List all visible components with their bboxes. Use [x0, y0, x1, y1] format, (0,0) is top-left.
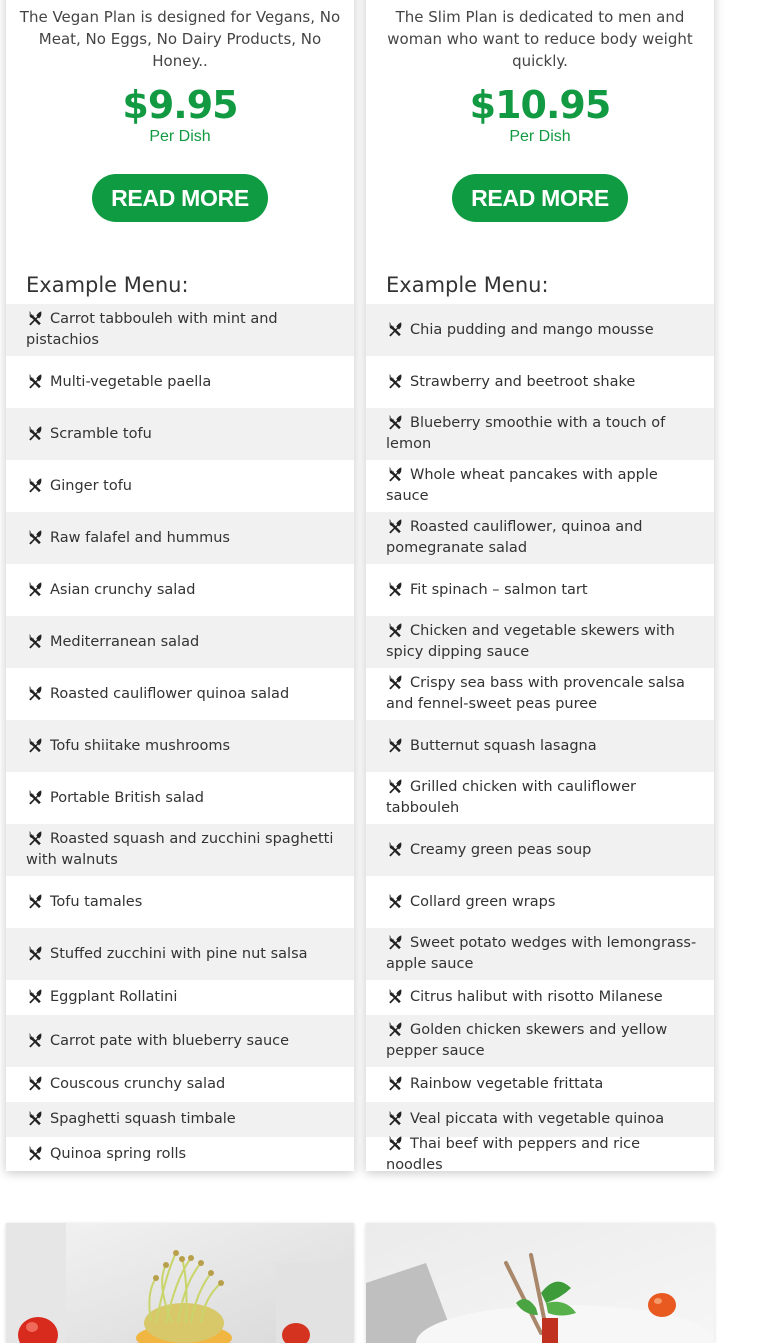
menu-item-label: Ginger tofu: [50, 477, 133, 494]
menu-item-label: Quinoa spring rolls: [50, 1146, 187, 1162]
fork-knife-icon: [386, 373, 404, 389]
menu-item-text: [386, 673, 700, 715]
menu-item-label: Eggplant Rollatini: [50, 989, 178, 1005]
menu-item-text: [386, 736, 597, 757]
menu-item-text: [386, 372, 635, 393]
menu-item-text: [386, 517, 700, 559]
menu-item-label: Creamy green peas soup: [410, 841, 592, 858]
menu-item-label: Roasted cauliflower quinoa salad: [50, 685, 290, 702]
menu-item: [6, 1067, 354, 1102]
fork-knife-icon: [26, 633, 44, 649]
menu-item: [366, 408, 714, 460]
menu-item: [366, 928, 714, 980]
menu-item-text: [26, 528, 230, 549]
per-dish-label: Per Dish: [149, 128, 211, 145]
menu-item-label: Scramble tofu: [50, 425, 152, 442]
menu-item-text: [386, 892, 555, 913]
menu-item-text: [386, 933, 700, 975]
menu-item-label: Chicken and vegetable skewers with spicy dipping sauce: [386, 623, 675, 660]
menu-item-label: Multi-vegetable paella: [50, 373, 212, 390]
plan-card-vegan: [6, 0, 354, 1171]
plan-description: The Slim Plan is dedicated to men and woman who want to reduce body weight quickly.: [387, 8, 693, 70]
menu-item-label: Crispy sea bass with provencale salsa and fennel-sweet peas puree: [386, 675, 685, 712]
read-more-button[interactable]: READ MORE: [92, 174, 268, 222]
menu-item: [6, 460, 354, 512]
menu-item-text: [26, 987, 177, 1008]
menu-item: [366, 304, 714, 356]
menu-item-label: Rainbow vegetable frittata: [410, 1076, 604, 1092]
menu-item: [366, 460, 714, 512]
menu-item: [366, 668, 714, 720]
plan-description: The Vegan Plan is designed for Vegans, No Meat, No Eggs, No Dairy Products, No Honey..: [19, 8, 341, 70]
read-more-button[interactable]: READ MORE: [452, 174, 628, 222]
slim-dish-image: [366, 1223, 714, 1343]
menu-item: [6, 616, 354, 668]
menu-item-text: [386, 1074, 603, 1095]
menu-item-text: [386, 413, 700, 455]
menu-item-text: [26, 632, 199, 653]
menu-item-label: Tofu tamales: [50, 893, 143, 910]
menu-item-label: Citrus halibut with risotto Milanese: [410, 989, 663, 1005]
slim-dish-photo: [366, 1223, 714, 1343]
menu-item: [366, 564, 714, 616]
fork-knife-icon: [26, 1145, 44, 1161]
example-menu-heading: Example Menu:: [26, 273, 189, 297]
menu-item: [366, 1015, 714, 1067]
fork-knife-icon: [26, 373, 44, 389]
menu-item-label: Butternut squash lasagna: [410, 737, 597, 754]
menu-item-label: Tofu shiitake mushrooms: [50, 737, 231, 754]
fork-knife-icon: [26, 988, 44, 1004]
fork-knife-icon: [26, 830, 44, 846]
fork-knife-icon: [26, 893, 44, 909]
menu-item: [6, 1137, 354, 1172]
menu-item-label: Thai beef with peppers and rice noodles: [386, 1135, 641, 1173]
fork-knife-icon: [386, 518, 404, 534]
fork-knife-icon: [386, 1075, 404, 1091]
menu-item-text: [386, 1020, 700, 1062]
menu-item-text: [26, 944, 308, 965]
menu-item: [366, 720, 714, 772]
menu-item-label: Carrot tabbouleh with mint and pistachios: [26, 311, 278, 348]
fork-knife-icon: [26, 310, 44, 326]
menu-item-text: [26, 829, 340, 871]
menu-item: [366, 772, 714, 824]
fork-knife-icon: [386, 778, 404, 794]
menu-item: [366, 1102, 714, 1137]
menu-item: [366, 824, 714, 876]
fork-knife-icon: [26, 945, 44, 961]
menu-item: [366, 1137, 714, 1172]
menu-item-label: Asian crunchy salad: [50, 581, 196, 598]
fork-knife-icon: [26, 529, 44, 545]
fork-knife-icon: [26, 477, 44, 493]
fork-knife-icon: [386, 321, 404, 337]
menu-item-text: [386, 580, 588, 601]
menu-item: [366, 1067, 714, 1102]
menu-item-label: Spaghetti squash timbale: [50, 1111, 236, 1127]
menu-item-text: [26, 892, 142, 913]
menu-item-text: [26, 1074, 225, 1095]
menu-item-label: Portable British salad: [50, 789, 204, 806]
menu-item-text: [26, 476, 132, 497]
vegan-dish-image: [6, 1223, 354, 1343]
menu-item: [6, 408, 354, 460]
fork-knife-icon: [386, 674, 404, 690]
fork-knife-icon: [386, 737, 404, 753]
menu-item: [6, 980, 354, 1015]
menu-item-label: Grilled chicken with cauliflower tabbouleh: [386, 779, 637, 816]
menu-item-text: [386, 465, 700, 507]
menu-item-label: Couscous crunchy salad: [50, 1076, 226, 1092]
menu-item: [6, 668, 354, 720]
menu-item: [366, 616, 714, 668]
menu-item-text: [26, 788, 204, 809]
menu-item-label: Collard green wraps: [410, 893, 556, 910]
menu-item-label: Stuffed zucchini with pine nut salsa: [50, 945, 308, 962]
menu-item-label: Strawberry and beetroot shake: [410, 373, 636, 390]
menu-item: [6, 564, 354, 616]
example-menu-heading: Example Menu:: [386, 273, 549, 297]
menu-item-text: [26, 1144, 186, 1165]
fork-knife-icon: [26, 789, 44, 805]
plan-price: $9.95: [122, 83, 238, 127]
menu-item-text: [26, 580, 195, 601]
menu-item-text: [26, 424, 152, 445]
menu-item-text: [386, 621, 700, 663]
fork-knife-icon: [26, 1110, 44, 1126]
menu-item: [366, 876, 714, 928]
plan-card-slim: [366, 0, 714, 1171]
menu-item-text: [26, 1031, 289, 1052]
vegan-dish-photo: [6, 1223, 354, 1343]
menu-item-label: Sweet potato wedges with lemongrass-apple sauce: [386, 935, 697, 972]
fork-knife-icon: [386, 1135, 404, 1151]
menu-item-label: Veal piccata with vegetable quinoa: [410, 1111, 665, 1127]
fork-knife-icon: [386, 893, 404, 909]
menu-item-text: [386, 777, 700, 819]
fork-knife-icon: [26, 581, 44, 597]
menu-item-label: Roasted squash and zucchini spaghetti with walnuts: [26, 831, 334, 868]
fork-knife-icon: [386, 934, 404, 950]
fork-knife-icon: [26, 425, 44, 441]
menu-item-text: [386, 1134, 700, 1176]
menu-item: [6, 928, 354, 980]
menu-item-text: [386, 320, 654, 341]
fork-knife-icon: [386, 581, 404, 597]
menu-item-text: [386, 1109, 664, 1130]
menu-item: [6, 720, 354, 772]
menu-item: [6, 772, 354, 824]
menu-item: [6, 356, 354, 408]
menu-item-label: Roasted cauliflower, quinoa and pomegranate salad: [386, 519, 643, 556]
menu-item-text: [26, 372, 211, 393]
fork-knife-icon: [386, 466, 404, 482]
menu-item-label: Golden chicken skewers and yellow pepper sauce: [386, 1022, 668, 1059]
menu-item-label: Mediterranean salad: [50, 633, 200, 650]
menu-item-text: [386, 840, 591, 861]
fork-knife-icon: [26, 1075, 44, 1091]
menu-item-label: Fit spinach – salmon tart: [410, 581, 588, 598]
menu-item: [6, 512, 354, 564]
menu-item-label: Carrot pate with blueberry sauce: [50, 1032, 290, 1049]
fork-knife-icon: [386, 841, 404, 857]
menu-item-label: Chia pudding and mango mousse: [410, 321, 654, 338]
fork-knife-icon: [386, 1110, 404, 1126]
menu-item-text: [26, 684, 289, 705]
fork-knife-icon: [26, 737, 44, 753]
menu-item: [6, 1102, 354, 1137]
menu-item-label: Raw falafel and hummus: [50, 529, 230, 546]
plan-price: $10.95: [469, 83, 611, 127]
per-dish-label: Per Dish: [509, 128, 571, 145]
fork-knife-icon: [386, 622, 404, 638]
menu-item: [6, 824, 354, 876]
menu-item-label: Blueberry smoothie with a touch of lemon: [386, 415, 666, 452]
fork-knife-icon: [386, 1021, 404, 1037]
menu-item: [366, 356, 714, 408]
fork-knife-icon: [26, 1032, 44, 1048]
menu-item: [6, 876, 354, 928]
menu-item: [366, 512, 714, 564]
menu-item-text: [26, 736, 230, 757]
fork-knife-icon: [26, 685, 44, 701]
menu-item: [6, 1015, 354, 1067]
fork-knife-icon: [386, 414, 404, 430]
menu-item-text: [26, 1109, 236, 1130]
menu-item: [6, 304, 354, 356]
menu-item-text: [26, 309, 340, 351]
menu-item-text: [386, 987, 663, 1008]
menu-item-label: Whole wheat pancakes with apple sauce: [386, 467, 658, 504]
menu-item: [366, 980, 714, 1015]
fork-knife-icon: [386, 988, 404, 1004]
